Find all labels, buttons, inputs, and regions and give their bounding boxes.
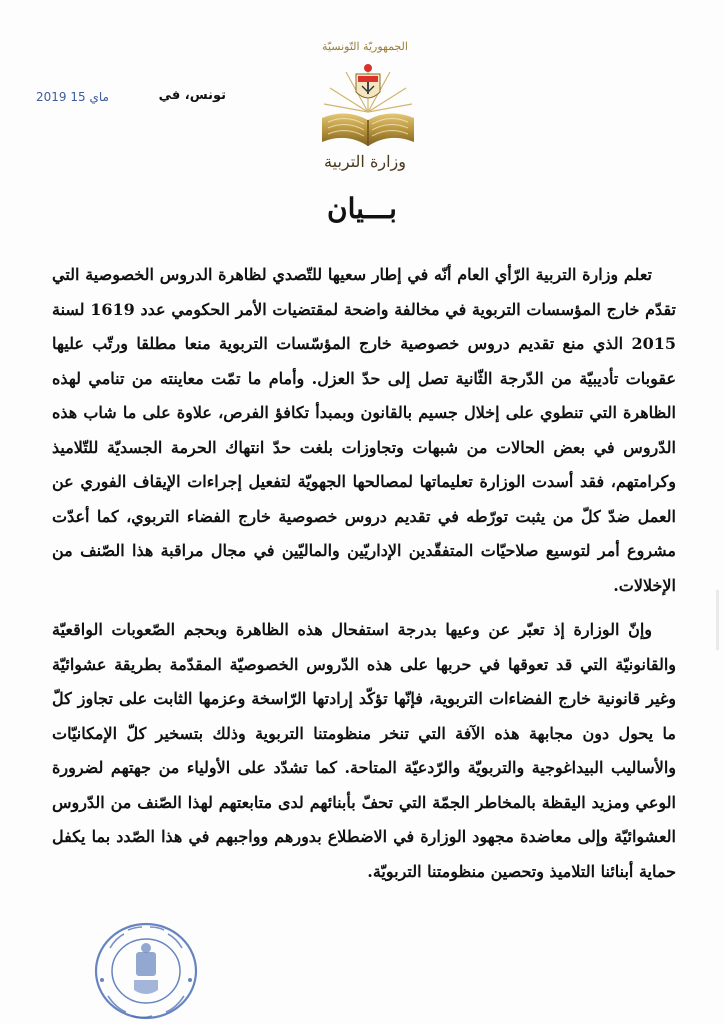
- statement-body: [52, 258, 676, 889]
- date-stamp: 2019 15 ماي: [36, 90, 109, 104]
- ministry-name: وزارة التربية: [324, 152, 406, 171]
- official-stamp-icon: [90, 918, 202, 1024]
- scan-artifact: [716, 590, 719, 650]
- place-date: [36, 88, 226, 108]
- ministry-emblem-book-icon: [316, 56, 420, 156]
- paragraph-1: تعلم وزارة التربية الرّأي العام أنّه في إطار سعيها للتّصدي لظاهرة الدروس الخصوصية التي تقدّم خارج المؤسسات التربوية في مخالفة واضحة لمقتضيات الأمر الحكومي عدد 1619 لسنة 2015 الذي منع تقديم دروس خصوصية خارج المؤسّسات التربوية منعا مطلقا ورتّب عليها عقوبات تأديبيّة من الدّرجة الثّانية تصل إلى حدّ العزل. وأمام ما تمّت معاينته من تنامي لهذه الظاهرة التي تنطوي على إخلال جسيم بالقانون وبمبدأ تكافؤ الفرص، علاوة على ما شاب هذه الدّروس في بعض الحالات من شبهات وتجاوزات بلغت حدّ انتهاك الحرمة الجسديّة للتّلاميذ وكرامتهم، فقد أسدت الوزارة تعليماتها لمصالحها الجهويّة لتفعيل إجراءات الإيقاف الفوري عن العمل ضدّ كلّ من يثبت تورّطه في تقديم دروس خصوصية خارج الفضاء التربوي، كما أعدّت مشروع أمر لتوسيع صلاحيّات المتفقّدين الإداريّين والماليّين في مجال مراقبة هذا الصّنف من الإخلالات.: [52, 265, 676, 595]
- place-label: تونس، في: [158, 88, 226, 103]
- document-title: بـــيان: [327, 192, 397, 225]
- republic-heading: الجمهوريّة التّونسيّة: [322, 40, 408, 53]
- paragraph-2: وإنّ الوزارة إذ تعبّر عن وعيها بدرجة استفحال هذه الظاهرة وبحجم الصّعوبات الواقعيّة والقانونيّة التي قد تعوقها في حربها على هذه الدّروس الخصوصيّة المقدّمة بطريقة عشوائيّة وغير قانونية خارج الفضاءات التربوية، فإنّها تؤكّد إرادتها الرّاسخة وعزمها الثابت على تجاوز كلّ ما يحول دون مجابهة هذه الآفة التي تنخر منظومتنا التربوية وذلك بتسخير كلّ الإمكانيّات والأساليب البيداغوجية والتربويّة والرّدعيّة المتاحة. كما تشدّد على الأولياء من جهتهم لضرورة الوعي ومزيد اليقظة بالمخاطر الجمّة التي تحفّ بأبنائهم لدى متابعتهم لهذا الصّنف من الدّروس العشوائيّة وإلى معاضدة مجهود الوزارة في الاضطلاع بدورهم وواجبهم في هذا الصّدد بما يكفل حماية أبنائنا التلاميذ وتحصين منظومتنا التربويّة.: [52, 620, 676, 881]
